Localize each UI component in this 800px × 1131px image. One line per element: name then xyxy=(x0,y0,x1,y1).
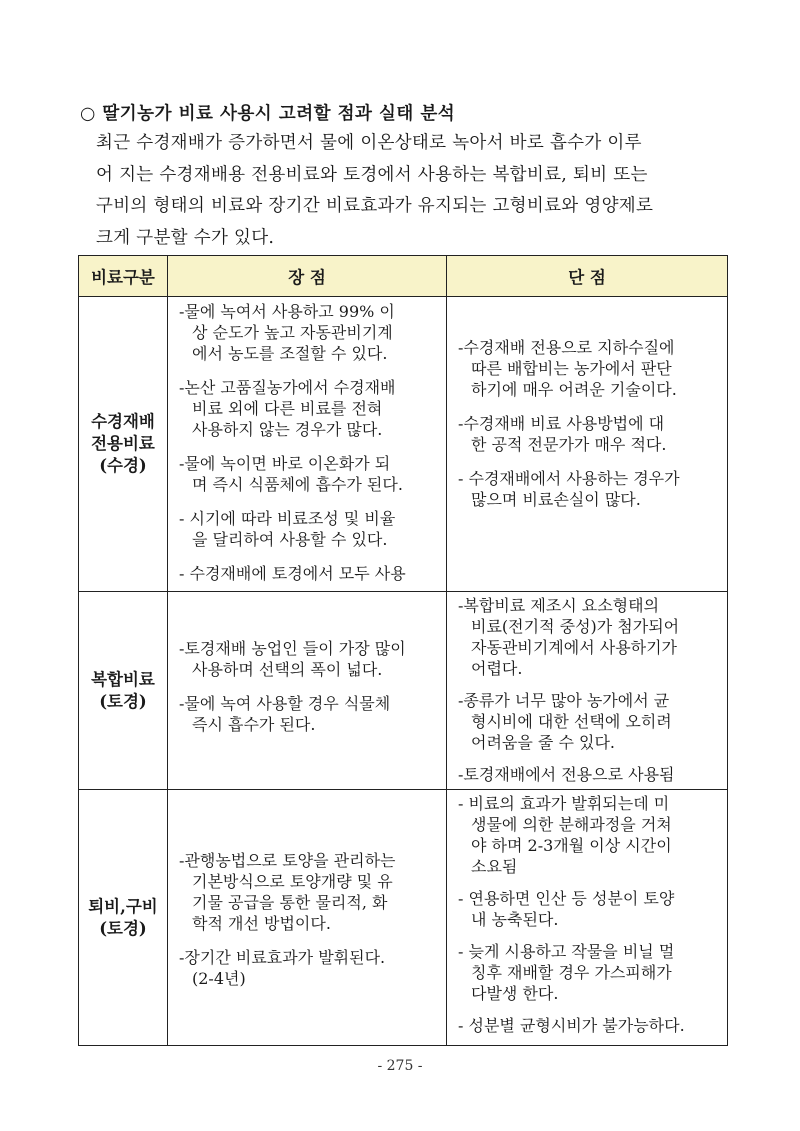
table-row xyxy=(79,592,728,790)
cons-cell xyxy=(447,297,728,592)
header-pros: 장 점 xyxy=(168,256,447,297)
cons-item: -토경재배에서 전용으로 사용됨 xyxy=(458,765,675,784)
pros-item: -관행농법으로 토양을 관리하는 기본방식으로 토양개량 및 유 기물 공급을 통한 물리적, 화 학적 개선 방법이다. xyxy=(179,851,396,933)
cons-item: -수경재배 비료 사용방법에 대 한 공적 전문가가 매우 적다. xyxy=(458,414,667,454)
pros-item: -토경재배 농업인 들이 가장 많이 사용하며 선택의 폭이 넓다. xyxy=(179,639,406,679)
cons-item: - 성분별 균형시비가 불가능하다. xyxy=(458,1016,685,1035)
intro-line: 어 지는 수경재배용 전용비료와 토경에서 사용하는 복합비료, 퇴비 또는 xyxy=(96,164,648,185)
cons-item: - 늦게 시용하고 작물을 비닐 멀 칭후 재배할 경우 가스피해가 다발생 한다. xyxy=(458,942,675,1003)
category-label: 복합비료 (토경) xyxy=(91,669,155,711)
fertilizer-comparison-table xyxy=(78,255,728,1046)
cons-item: - 연용하면 인산 등 성분이 토양 내 농축된다. xyxy=(458,889,675,929)
pros-item: -물에 녹여서 사용하고 99% 이 상 순도가 높고 자동관비기계 에서 농도를 조절할 수 있다. xyxy=(179,302,395,363)
cons-item: -복합비료 제조시 요소형태의 비료(전기적 중성)가 첨가되어 자동관비기계에서 사용하기가 어렵다. xyxy=(458,596,680,678)
pros-cell xyxy=(168,790,447,1046)
category-label: 수경재배 전용비료 (수경) xyxy=(91,412,155,475)
pros-item: -논산 고품질농가에서 수경재배 비료 외에 다른 비료를 전혀 사용하지 않는 경우가 많다. xyxy=(179,378,396,439)
table-header-row xyxy=(79,256,728,297)
category-cell xyxy=(79,297,168,592)
cons-item: - 비료의 효과가 발휘되는데 미 생물에 의한 분해과정을 거쳐 야 하며 2-3개월 이상 시간이 소요됨 xyxy=(458,794,672,876)
intro-line: 구비의 형태의 비료와 장기간 비료효과가 유지되는 고형비료와 영양제로 xyxy=(96,196,654,216)
cons-item: -종류가 너무 많아 농가에서 균 형시비에 대한 선택에 오히려 어려움을 줄 수 있다. xyxy=(458,691,672,752)
category-label: 퇴비,구비 (토경) xyxy=(88,896,158,938)
table-row xyxy=(79,297,728,592)
pros-item: -물에 녹여 사용할 경우 식물체 즉시 흡수가 된다. xyxy=(179,694,391,734)
section-heading: ○ 딸기농가 비료 사용시 고려할 점과 실태 분석 xyxy=(80,104,456,124)
pros-item: -물에 녹이면 바로 이온화가 되 며 즉시 식품체에 흡수가 된다. xyxy=(179,454,403,494)
header-category: 비료구분 xyxy=(79,256,168,297)
category-cell xyxy=(79,790,168,1046)
pros-item: - 수경재배에 토경에서 모두 사용 xyxy=(179,564,406,583)
cons-cell xyxy=(447,592,728,790)
cons-item: -수경재배 전용으로 지하수질에 따른 배합비는 농가에서 판단 하기에 매우 어려운 기술이다. xyxy=(458,338,677,399)
pros-item: -장기간 비료효과가 발휘된다. (2-4년) xyxy=(179,948,386,988)
cons-cell xyxy=(447,790,728,1046)
pros-cell xyxy=(168,297,447,592)
intro-line: 최근 수경재배가 증가하면서 물에 이온상태로 녹아서 바로 흡수가 이루 xyxy=(96,133,642,153)
intro-line: 크게 구분할 수가 있다. xyxy=(96,227,275,248)
cons-item: - 수경재배에서 사용하는 경우가 많으며 비료손실이 많다. xyxy=(458,469,680,509)
pros-cell xyxy=(168,592,447,790)
pros-item: - 시기에 따라 비료조성 및 비율 을 달리하여 사용할 수 있다. xyxy=(179,509,396,549)
table-row xyxy=(79,790,728,1046)
header-cons: 단 점 xyxy=(447,256,728,297)
category-cell xyxy=(79,592,168,790)
intro-paragraph xyxy=(96,128,736,254)
page-number: - 275 - xyxy=(377,1058,423,1074)
